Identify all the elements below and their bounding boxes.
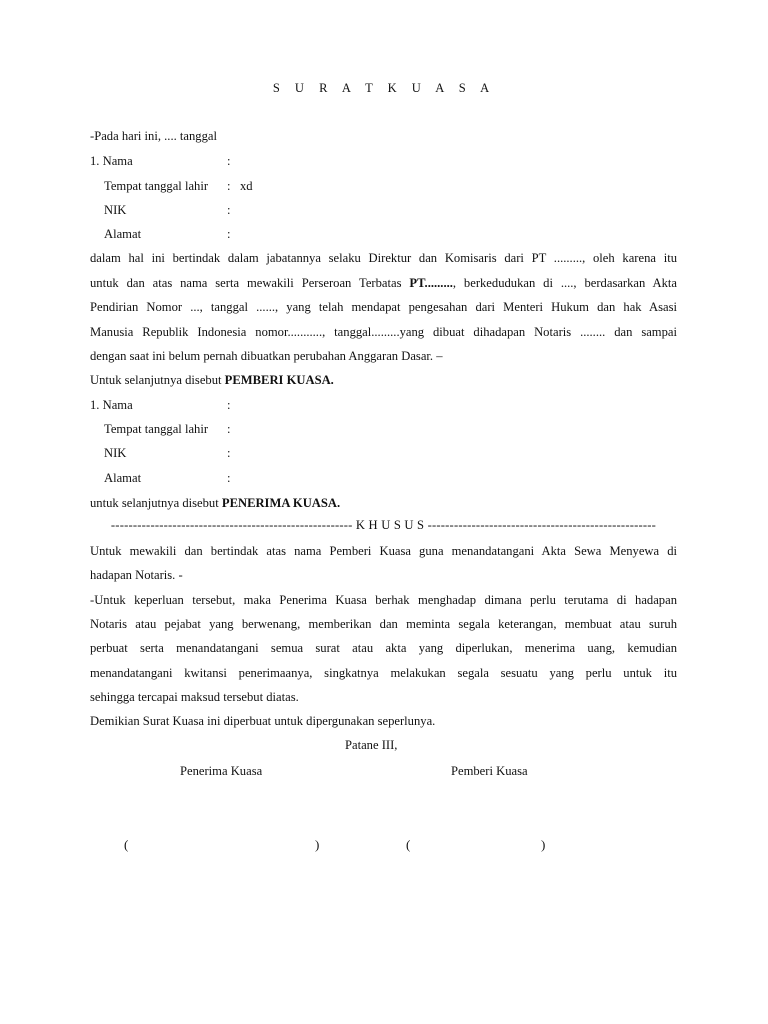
giver-ttl-row (104, 179, 691, 194)
para3-line-3: perbuat serta menandatangani semua surat atau akta yang diperlukan, menerima uang, kemudian (90, 641, 677, 655)
receiver-signature-close-paren: ) (315, 837, 320, 852)
para2-line-1: Untuk mewakili dan bertindak atas nama Pemberi Kuasa guna menandatangani Akta Sewa Menyewa di (90, 544, 677, 558)
giver-ttl-value: xd (240, 179, 253, 193)
para1-line-3: Pendirian Nomor ..., tanggal ......, yang telah mendapat pengesahan dari Menteri Hukum dan hak Asasi (90, 300, 677, 314)
receiver-nik-colon: : (227, 446, 231, 460)
para1-line-2-text: untuk dan atas nama serta mewakili Perseroan Terbatas (90, 276, 402, 290)
giver-nama-label: 1. Nama (90, 154, 133, 168)
giver-ttl-colon: : (227, 179, 231, 193)
receiver-ref-bold: PENERIMA KUASA. (221, 496, 341, 510)
receiver-nik-row (104, 446, 691, 461)
receiver-nama-label: 1. Nama (90, 398, 133, 412)
para3-line-1: -Untuk keperluan tersebut, maka Penerima Kuasa berhak menghadap dimana perlu terutama di hadapan (90, 593, 677, 607)
giver-alamat-colon: : (227, 227, 231, 241)
receiver-signature-open-paren: ( (124, 837, 129, 852)
receiver-reference (90, 496, 677, 511)
giver-nik-row (104, 203, 691, 218)
place-line: Patane III, (345, 738, 398, 752)
receiver-nama-row (90, 398, 677, 413)
para3-line-2: Notaris atau pejabat yang berwenang, memberikan dan meminta segala keterangan, membuat atau suruh (90, 617, 677, 631)
para1-line-5: dengan saat ini belum pernah dibuatkan perubahan Anggaran Dasar. – (90, 349, 443, 363)
giver-signature-close-paren: ) (541, 837, 546, 852)
intro-line: -Pada hari ini, .... tanggal (90, 129, 217, 143)
giver-signature-open-paren: ( (406, 837, 411, 852)
giver-nama-row (90, 154, 677, 169)
receiver-ttl-colon: : (227, 422, 231, 436)
receiver-nama-colon: : (227, 398, 231, 412)
receiver-ttl-row (104, 422, 691, 437)
document-title: S U R A T K U A S A (272, 81, 496, 95)
khusus-divider: ------------------------------------------------------- K H U S U S ---------------------------------------------------- (110, 518, 657, 532)
receiver-ref-prefix: untuk selanjutnya disebut (90, 496, 222, 510)
giver-ref-prefix: Untuk selanjutnya disebut (90, 373, 225, 387)
para1-line-2-rest: , berkedudukan di ...., berdasarkan Akta (452, 276, 677, 290)
receiver-alamat-row (104, 471, 691, 486)
receiver-ttl-label: Tempat tanggal lahir (104, 422, 209, 436)
giver-nik-label: NIK (104, 203, 127, 217)
signature-label-receiver: Penerima Kuasa (180, 764, 263, 778)
para1-line-4: Manusia Republik Indonesia nomor..........., tanggal.........yang dibuat dihadapan Notaris ........ dan sampai (90, 325, 677, 339)
giver-reference (90, 373, 677, 388)
para1-line-2 (90, 276, 677, 291)
para2-line-2: hadapan Notaris. - (90, 568, 183, 582)
receiver-alamat-colon: : (227, 471, 231, 485)
para3-line-5: sehingga tercapai maksud tersebut diatas. (90, 690, 299, 704)
signature-label-giver: Pemberi Kuasa (451, 764, 528, 778)
para1-pt-bold: PT......... (409, 276, 453, 290)
giver-ttl-label: Tempat tanggal lahir (104, 179, 209, 193)
receiver-nik-label: NIK (104, 446, 127, 460)
receiver-alamat-label: Alamat (104, 471, 142, 485)
giver-ref-bold: PEMBERI KUASA. (224, 373, 334, 387)
para1-line-1: dalam hal ini bertindak dalam jabatannya selaku Direktur dan Komisaris dari PT ........., oleh karena itu (90, 251, 677, 265)
giver-alamat-label: Alamat (104, 227, 142, 241)
giver-nik-colon: : (227, 203, 231, 217)
closing-line: Demikian Surat Kuasa ini diperbuat untuk dipergunakan seperlunya. (90, 714, 436, 728)
giver-alamat-row (104, 227, 691, 242)
para3-line-4: menandatangani kwitansi penerimaanya, singkatnya melakukan segala sesuatu yang perlu untuk itu (90, 666, 677, 680)
giver-nama-colon: : (227, 154, 231, 168)
